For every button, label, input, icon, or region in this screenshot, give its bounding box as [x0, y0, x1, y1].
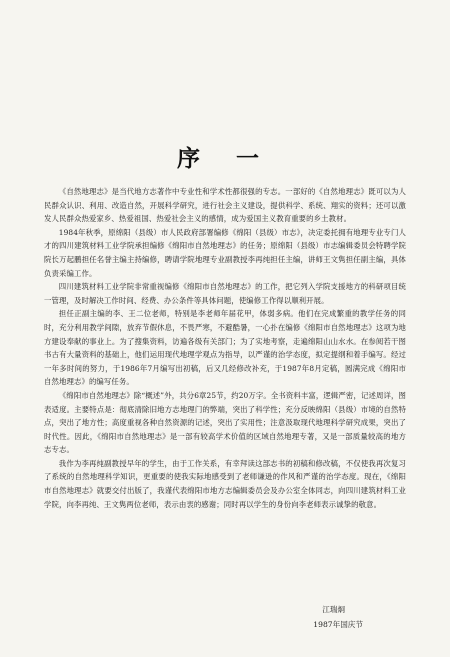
signature-author: 江瑞炯 — [322, 605, 345, 614]
page-title: 序 一 — [176, 145, 273, 172]
paragraph: 《绵阳市自然地理志》除“概述”外，共分6章25节，约20万字。全书资料丰富，逻辑严密，记述周详，图表适度。主要特点是：彻底清除旧地方志地理门的弊端，突出了科学性；充分反映绵阳（县级）市境的自然特点，突出了地方性；高度重视各种自然资源的记述，突出了实用性；注意汲取现代地理科学研究成果，突出了时代性。因此，《绵阳市自然地理志》是一部有较高学术价值的区域自然地理专著，又是一部质量较高的地方志专志。 — [44, 390, 406, 455]
signature-date: 1987年国庆节 — [313, 620, 363, 629]
paragraph: 我作为李再纯副教授早年的学生，由于工作关系，有幸拜读这部志书的初稿和修改稿，不仅使我再次复习了系统的自然地理科学知识，更重要的使我实际地感受到了老师谦逊的作风和严谨的治学态度。现在，《绵阳市自然地理志》就要交付出版了，我谨代表绵阳市地方志编辑委员会及办公室全体同志，向四川建筑材料工业学院，向李再纯、王文隽两位老师，表示由衷的感谢；同时再以学生的身份向李老师表示诚挚的敬意。 — [44, 458, 406, 509]
paragraph: 《自然地理志》是当代地方志著作中专业性和学术性都很强的专志。一部好的《自然地理志》既可以为人民群众认识、利用、改造自然，开展科学研究，进行社会主义建设，提供科学、系统、翔实的资料；还可以激发人民群众热爱家乡、热爱祖国、热爱社会主义的感情，成为爱国主义教育重要的乡土教材。 — [44, 187, 406, 224]
paragraph: 1984年秋季，原绵阳（县级）市人民政府部署编修《绵阳（县级）市志》，决定委托拥有地理专业专门人才的四川建筑材料工业学院承担编修《绵阳市自然地理志》的任务；原绵阳（县级）市志编辑委员会特聘学院院长万起鹏担任名誉主编主持编修，聘请学院地理专业副教授李再纯担任主编，讲师王文隽担任副主编，具体负责采编工作。 — [44, 227, 406, 278]
preface-body — [44, 185, 406, 511]
paragraph: 担任正副主编的李、王二位老师，特别是李老师年届花甲，体弱多病。他们在完成繁重的教学任务的同时，充分利用教学间隙，放弃节假休息，不畏严寒，不避酷暑，一心扑在编修《绵阳市自然地理志》这项为地方建设奉献的事业上。为了搜集资料，访遍各级有关部门；为了实地考察，走遍绵阳山山水水。在参阅若干图书古有大量资料的基础上，他们运用现代地理学观点为指导，以严谨的治学态度，拟定提纲和着手编写。经过一年多时间的努力，于1986年7月编写出初稿，后又几经修改补充，于1987年8月定稿，圆满完成《绵阳市自然地理志》的编写任务。 — [44, 309, 406, 387]
paragraph: 四川建筑材料工业学院非常重视编修《绵阳市自然地理志》的工作，把它列入学院支援地方的科研项目统一管理，及时解决工作时间、经费、办公条件等具体问题，使编修工作得以顺利开展。 — [44, 282, 406, 305]
